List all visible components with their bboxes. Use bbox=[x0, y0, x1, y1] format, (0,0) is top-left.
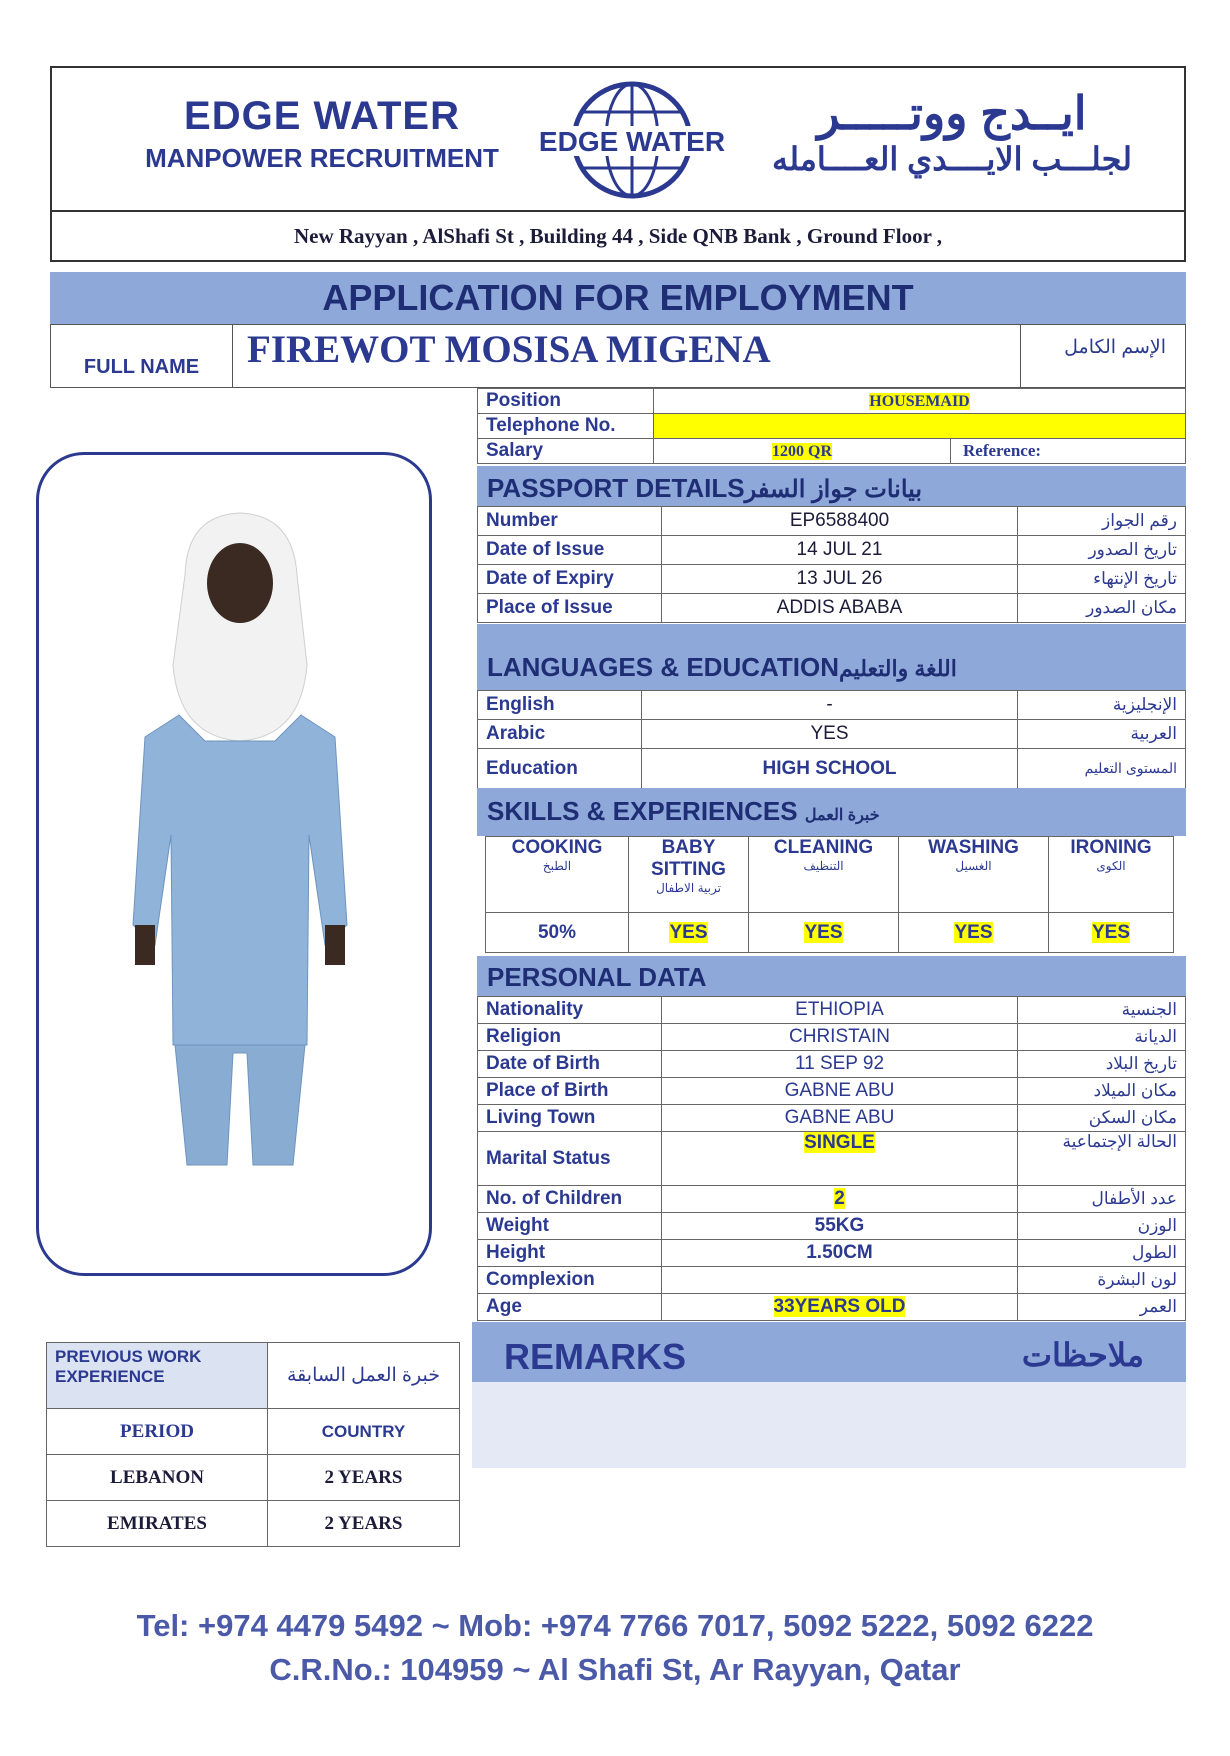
place-of-issue-value: ADDIS ABABA bbox=[662, 594, 1018, 623]
table-row bbox=[478, 720, 1186, 749]
skill-cleaning-value: YES bbox=[749, 913, 899, 953]
table-row bbox=[478, 594, 1186, 623]
passport-title-arabic: بيانات جواز السفر bbox=[744, 476, 923, 503]
expiry-date-value: 13 JUL 26 bbox=[662, 565, 1018, 594]
skill-washing: WASHING الغسيل bbox=[899, 837, 1049, 913]
table-row: No. of Children 2 عدد الأطفال bbox=[478, 1186, 1186, 1213]
full-name-label: FULL NAME bbox=[51, 325, 233, 387]
full-name-value: FIREWOT MOSISA MIGENA bbox=[247, 328, 771, 371]
salary-label: Salary bbox=[478, 439, 654, 464]
skill-cooking: COOKING الطبخ bbox=[486, 837, 629, 913]
table-row bbox=[47, 1409, 460, 1455]
english-label: English bbox=[478, 691, 642, 720]
skills-table bbox=[485, 836, 1174, 953]
company-subname: MANPOWER RECRUITMENT bbox=[145, 143, 499, 173]
table-row bbox=[486, 913, 1174, 953]
applicant-photo-frame bbox=[36, 452, 432, 1276]
skill-baby-sitting-value: YES bbox=[629, 913, 749, 953]
form-title: APPLICATION FOR EMPLOYMENT bbox=[50, 272, 1186, 324]
reference-label: Reference: bbox=[951, 439, 1186, 464]
passport-table bbox=[477, 506, 1186, 623]
skills-title-arabic: خبرة العمل bbox=[804, 807, 880, 824]
table-row bbox=[486, 837, 1174, 913]
footer bbox=[0, 1608, 1230, 1688]
company-name-arabic: ايــدج ووتـــــر bbox=[817, 87, 1087, 139]
footer-contact: Tel: +974 4479 5492 ~ Mob: +974 7766 7017, 5092 5222, 5092 6222 bbox=[136, 1608, 1094, 1643]
table-row: LEBANON 2 YEARS bbox=[47, 1455, 460, 1501]
issue-date-arabic: تاريخ الصدور bbox=[1018, 536, 1186, 565]
table-row bbox=[478, 565, 1186, 594]
remarks-title-arabic: ملاحظات bbox=[1021, 1337, 1144, 1373]
skill-washing-value: YES bbox=[899, 913, 1049, 953]
table-row bbox=[478, 536, 1186, 565]
table-row bbox=[478, 507, 1186, 536]
english-arabic: الإنجليزية bbox=[1018, 691, 1186, 720]
table-row: Date of Birth 11 SEP 92 تاريخ البلاد bbox=[478, 1051, 1186, 1078]
remarks-title: REMARKS bbox=[504, 1336, 687, 1377]
table-row: Height 1.50CM الطول bbox=[478, 1240, 1186, 1267]
position-label: Position bbox=[478, 389, 654, 414]
table-row: Place of Birth GABNE ABU مكان الميلاد bbox=[478, 1078, 1186, 1105]
education-label: Education bbox=[478, 749, 642, 789]
passport-number-label: Number bbox=[478, 507, 662, 536]
passport-title: PASSPORT DETAILS bbox=[487, 473, 745, 503]
table-row: Complexion لون البشرة bbox=[478, 1267, 1186, 1294]
place-of-issue-label: Place of Issue bbox=[478, 594, 662, 623]
personal-section-header: PERSONAL DATA bbox=[477, 956, 1186, 996]
company-subname-arabic: لجلـــب الايــــدي العــــامله bbox=[772, 141, 1132, 177]
table-row bbox=[47, 1343, 460, 1409]
languages-table bbox=[477, 690, 1186, 789]
skill-cleaning: CLEANING التنظيف bbox=[749, 837, 899, 913]
expiry-date-label: Date of Expiry bbox=[478, 565, 662, 594]
personal-table bbox=[477, 996, 1186, 1321]
table-row: Nationality ETHIOPIA الجنسية bbox=[478, 997, 1186, 1024]
work-experience-title: PREVIOUS WORK EXPERIENCE bbox=[47, 1343, 268, 1409]
company-address: New Rayyan , AlShafi St , Building 44 , Side QNB Bank , Ground Floor , bbox=[50, 210, 1186, 262]
telephone-label: Telephone No. bbox=[478, 414, 654, 439]
telephone-value bbox=[654, 414, 1186, 439]
remarks-box bbox=[472, 1382, 1186, 1468]
table-row: Age 33YEARS OLD العمر bbox=[478, 1294, 1186, 1321]
passport-section-header bbox=[477, 466, 1186, 506]
company-logo bbox=[537, 76, 727, 204]
applicant-photo bbox=[75, 505, 405, 1175]
table-row: Weight 55KG الوزن bbox=[478, 1213, 1186, 1240]
table-row bbox=[478, 749, 1186, 789]
period-header: PERIOD bbox=[47, 1409, 268, 1455]
skills-title: SKILLS & EXPERIENCES bbox=[487, 796, 798, 826]
country-header: COUNTRY bbox=[268, 1409, 460, 1455]
company-name: EDGE WATER bbox=[184, 94, 460, 138]
skills-section-header bbox=[477, 788, 1186, 836]
issue-date-value: 14 JUL 21 bbox=[662, 536, 1018, 565]
languages-title: LANGUAGES & EDUCATION bbox=[487, 652, 839, 682]
education-value: HIGH SCHOOL bbox=[642, 749, 1018, 789]
skill-baby-sitting: BABY SITTING تربية الاطفال bbox=[629, 837, 749, 913]
remarks-header bbox=[472, 1322, 1186, 1382]
skill-ironing: IRONING الكوى bbox=[1049, 837, 1174, 913]
issue-date-label: Date of Issue bbox=[478, 536, 662, 565]
skill-ironing-value: YES bbox=[1049, 913, 1174, 953]
position-value: HOUSEMAID bbox=[654, 389, 1186, 414]
passport-number-value: EP6588400 bbox=[662, 507, 1018, 536]
table-row bbox=[478, 389, 1186, 414]
arabic-arabic: العربية bbox=[1018, 720, 1186, 749]
languages-title-arabic: اللغة والتعليم bbox=[838, 656, 957, 681]
salary-value: 1200 QR bbox=[654, 439, 951, 464]
table-row: Living Town GABNE ABU مكان السكن bbox=[478, 1105, 1186, 1132]
table-row: EMIRATES 2 YEARS bbox=[47, 1501, 460, 1547]
english-value: - bbox=[642, 691, 1018, 720]
full-name-arabic: الإسم الكامل bbox=[1020, 325, 1186, 387]
place-of-issue-arabic: مكان الصدور bbox=[1018, 594, 1186, 623]
skill-cooking-value: 50% bbox=[486, 913, 629, 953]
education-arabic: المستوى التعليم bbox=[1018, 749, 1186, 789]
table-row: Religion CHRISTAIN الديانة bbox=[478, 1024, 1186, 1051]
work-experience-table bbox=[46, 1342, 460, 1547]
work-experience-title-arabic: خبرة العمل السابقة bbox=[268, 1343, 460, 1409]
company-header bbox=[50, 66, 1186, 211]
expiry-date-arabic: تاريخ الإنتهاء bbox=[1018, 565, 1186, 594]
passport-number-arabic: رقم الجواز bbox=[1018, 507, 1186, 536]
table-row bbox=[478, 691, 1186, 720]
languages-section-header bbox=[477, 624, 1186, 690]
table-row bbox=[478, 439, 1186, 464]
arabic-value: YES bbox=[642, 720, 1018, 749]
footer-address: C.R.No.: 104959 ~ Al Shafi St, Ar Rayyan, Qatar bbox=[269, 1652, 961, 1687]
logo-text: EDGE WATER bbox=[538, 126, 726, 157]
arabic-label: Arabic bbox=[478, 720, 642, 749]
full-name-row bbox=[50, 324, 1186, 388]
table-row bbox=[478, 414, 1186, 439]
table-row: Marital Status SINGLE الحالة الإجتماعية bbox=[478, 1132, 1186, 1186]
position-table bbox=[477, 388, 1186, 464]
